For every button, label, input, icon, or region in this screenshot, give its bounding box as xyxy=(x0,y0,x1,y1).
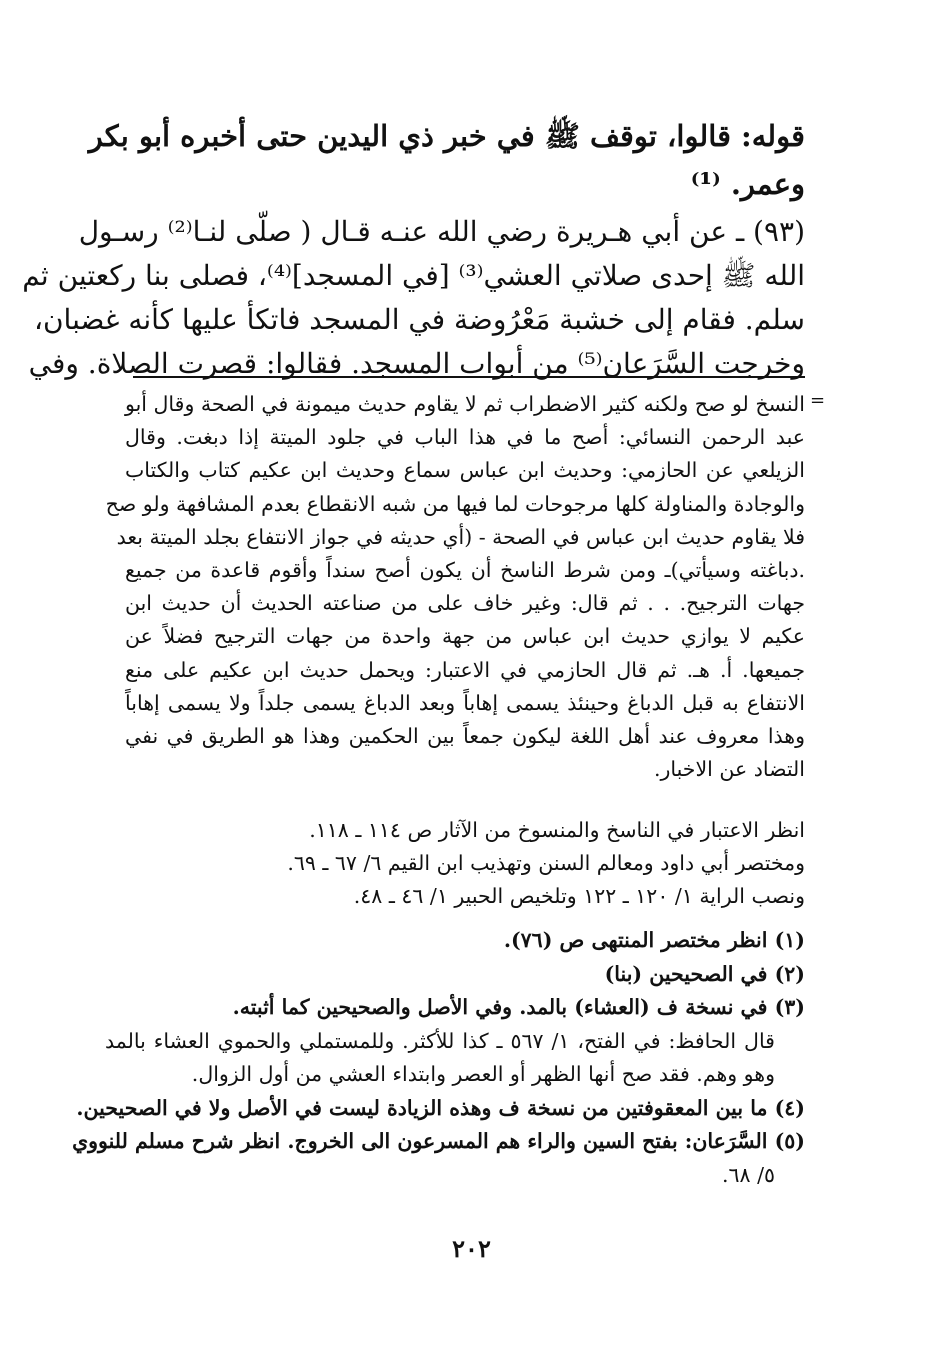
footnote-1: (١) انظر مختصر المنتهى ص (٧٦). xyxy=(503,928,805,952)
note-line: .دباغته وسيأتي)ـ ومن شرط الناسخ أن يكون أصح سنداً وأقوم قاعدة من جميع xyxy=(125,558,805,583)
hadith-line: وخرجت السَّرَعان⁽⁵⁾ من أبواب المسجد. فقالوا: قصرت الصلاة. وفي xyxy=(28,347,805,380)
hadith-line: الله ﷺ إحدى صلاتي العشي⁽³⁾ [في المسجد]⁽⁴⁾، فصلى بنا ركعتين ثم xyxy=(22,259,805,292)
chapter-heading xyxy=(88,112,805,208)
note-line: الزيلعي عن الحازمي: وحديث ابن عباس سماع وحديث ابن عكيم كتاب والكتاب xyxy=(125,458,805,483)
footnote-3: (٣) في نسخة ف (العشاء) بالمد. وفي الأصل والصحيحين كما أثبته. xyxy=(232,995,805,1019)
reference-line: ومختصر أبي داود ومعالم السنن وتهذيب ابن القيم ٦/ ٦٧ ـ ٦٩. xyxy=(287,851,805,876)
footnote-separator xyxy=(133,376,805,378)
note-line: النسخ لو صح ولكنه كثير الاضطراب ثم لا يقاوم حديث ميمونة في الصحة وقال أبو xyxy=(125,392,805,416)
reference-line: انظر الاعتبار في الناسخ والمنسوخ من الآثار ص ١١٤ ـ ١١٨. xyxy=(309,818,805,842)
note-line: والوجادة والمناولة كلها مرجوحات لما فيها من شبه الانقطاع بعدم المشافهة ولو صح xyxy=(105,491,805,516)
references xyxy=(125,814,805,914)
note-line: فلا يقاوم حديث ابن عباس في الصحة - (أي حديثه في جواز الانتفاع بجلد الميتة بعد xyxy=(116,524,805,549)
footnote-3-continuation: وهو وهم. فقد صح أنها الظهر أو العصر وابتداء العشي من أول الزوال. xyxy=(191,1062,775,1086)
note-line: عبد الرحمن النسائي: أصح ما في هذا الباب في جلود الميتة إذا دبغت. وقال xyxy=(125,425,805,450)
hadith-text xyxy=(22,210,805,386)
note-line: عكيم لا يوازي حديث ابن عباس من جهة واحدة من جهات الترجيح فضلاً عن xyxy=(125,624,805,649)
heading-line: وعمر. ⁽¹⁾ xyxy=(690,167,805,201)
footnote-5-continuation: ٥/ ٦٨. xyxy=(721,1162,775,1187)
note-line: الانتفاع به قبل الدباغ وحينئذ يسمى إهاباً وبعد الدباغ يسمى جلداً ولا يسمى إهاباً xyxy=(125,690,805,715)
footnote-2: (٢) في الصحيحين (بنا) xyxy=(604,961,805,986)
note-line: وهذا معروف عند أهل اللغة ليكون جمعاً بين الحكمين وهذا هو الطريق في نفي xyxy=(125,724,805,749)
hadith-line: (٩٣) ـ عن أبي هـريرة رضي الله عنـه قـال ( صلّى لنـا⁽²⁾ رسـول xyxy=(78,215,805,248)
note-line: جميعها. أ. هـ. ثم قال الحازمي في الاعتبار: ويحمل حديث ابن عكيم على منع xyxy=(125,657,805,682)
reference-line: ونصب الراية ١/ ١٢٠ ـ ١٢٢ وتلخيص الحبير ١/ ٤٦ ـ ٤٨. xyxy=(353,884,805,909)
note-line: جهات الترجيح. . . ثم قال: وغير خاف على من صناعته الحديث أن حديث ابن xyxy=(125,591,805,616)
footnote-4: (٤) ما بين المعقوفتين من نسخة ف وهذه الزيادة ليست في الأصل ولا في الصحيحين. xyxy=(76,1095,805,1120)
heading-line: قوله: قالوا، توقف ﷺ في خبر ذي اليدين حتى أخبره أبو بكر xyxy=(88,119,805,153)
footnotes xyxy=(72,924,805,1192)
note-line: التضاد عن الاخبار. xyxy=(653,757,805,782)
page-number: ٢٠٢ xyxy=(452,1234,491,1263)
footnote-3-continuation: قال الحافظ: في الفتح، ١/ ٥٦٧ ـ كذا للأكثر. وللمستملي والحموي العشاء بالمد xyxy=(105,1028,775,1053)
continued-footnote xyxy=(105,388,805,786)
hadith-line: سلم. فقام إلى خشبة مَعْرُوضة في المسجد فاتكأ عليها كأنه غضبان، xyxy=(33,303,805,336)
continuation-mark: = xyxy=(810,390,826,411)
footnote-5: (٥) السَّرَعان: بفتح السين والراء هم المسرعون الى الخروج. انظر شرح مسلم للنووي xyxy=(72,1129,805,1153)
